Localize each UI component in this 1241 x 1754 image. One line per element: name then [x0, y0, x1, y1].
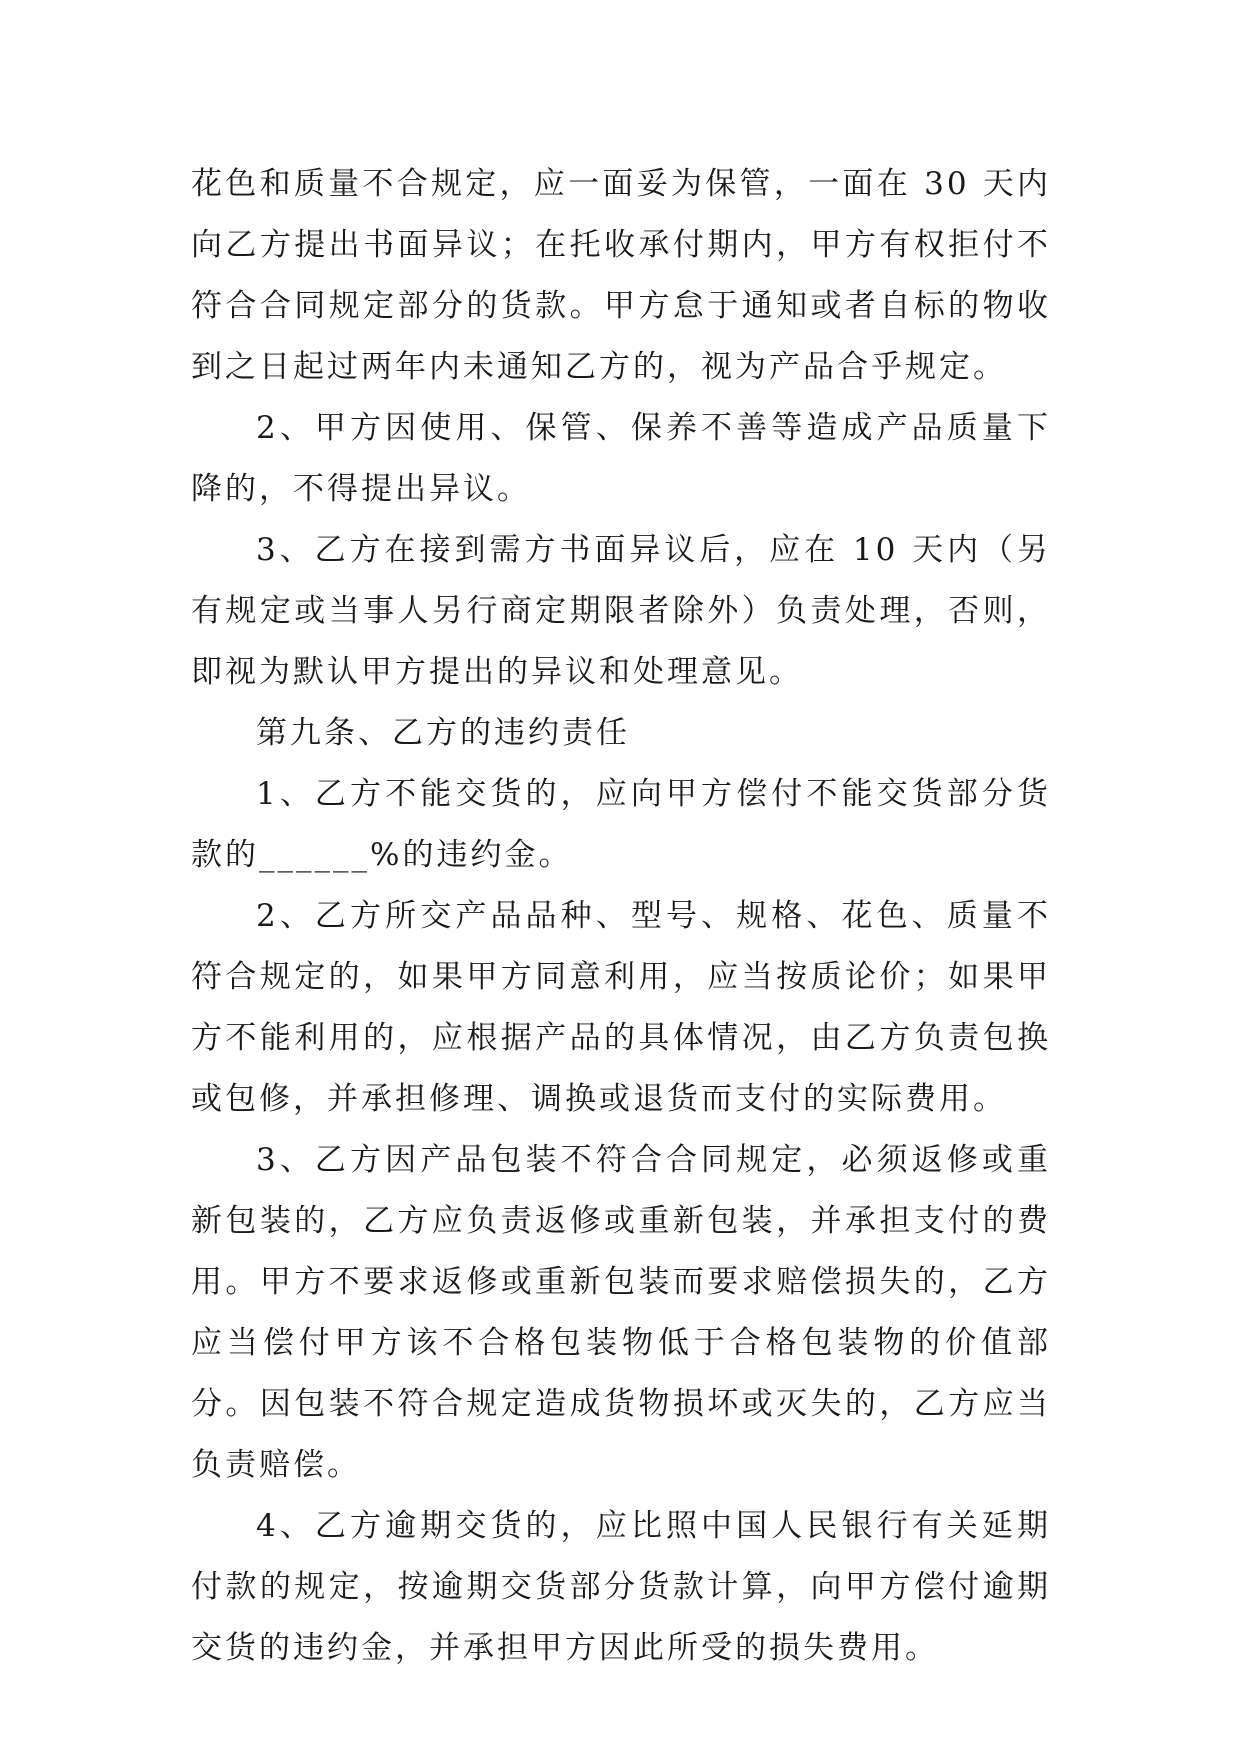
paragraph-article-9-item-3: 3、乙方因产品包装不符合合同规定，必须返修或重新包装的，乙方应负责返修或重新包装，并承担支付的费用。甲方不要求返修或重新包装而要求赔偿损失的，乙方应当偿付甲方该不合格包装物低于合格包装物的价值部分。因包装不符合规定造成货物损坏或灭失的，乙方应当负责赔偿。	[191, 1142, 1051, 1483]
paragraph-article-9-item-1: 1、乙方不能交货的，应向甲方偿付不能交货部分货款的______%的违约金。	[191, 776, 1051, 873]
paragraph-continuation: 花色和质量不合规定，应一面妥为保管，一面在 30 天内向乙方提出书面异议；在托收承付期内，甲方有权拒付不符合合同规定部分的货款。甲方怠于通知或者自标的物收到之日起过两年内未通知乙方的，视为产品合乎规定。	[191, 166, 1051, 385]
section-heading-article-9: 第九条、乙方的违约责任	[256, 715, 630, 751]
paragraph-article-9-item-2: 2、乙方所交产品品种、型号、规格、花色、质量不符合规定的，如果甲方同意利用，应当按质论价；如果甲方不能利用的，应根据产品的具体情况，由乙方负责包换或包修，并承担修理、调换或退货而支付的实际费用。	[191, 898, 1051, 1117]
document-body	[191, 154, 1051, 1679]
paragraph-clause-2: 2、甲方因使用、保管、保养不善等造成产品质量下降的，不得提出异议。	[191, 410, 1051, 507]
paragraph-clause-3: 3、乙方在接到需方书面异议后，应在 10 天内（另有规定或当事人另行商定期限者除外）负责处理，否则，即视为默认甲方提出的异议和处理意见。	[191, 532, 1051, 690]
paragraph-article-9-item-4: 4、乙方逾期交货的，应比照中国人民银行有关延期付款的规定，按逾期交货部分货款计算，向甲方偿付逾期交货的违约金，并承担甲方因此所受的损失费用。	[191, 1508, 1051, 1666]
